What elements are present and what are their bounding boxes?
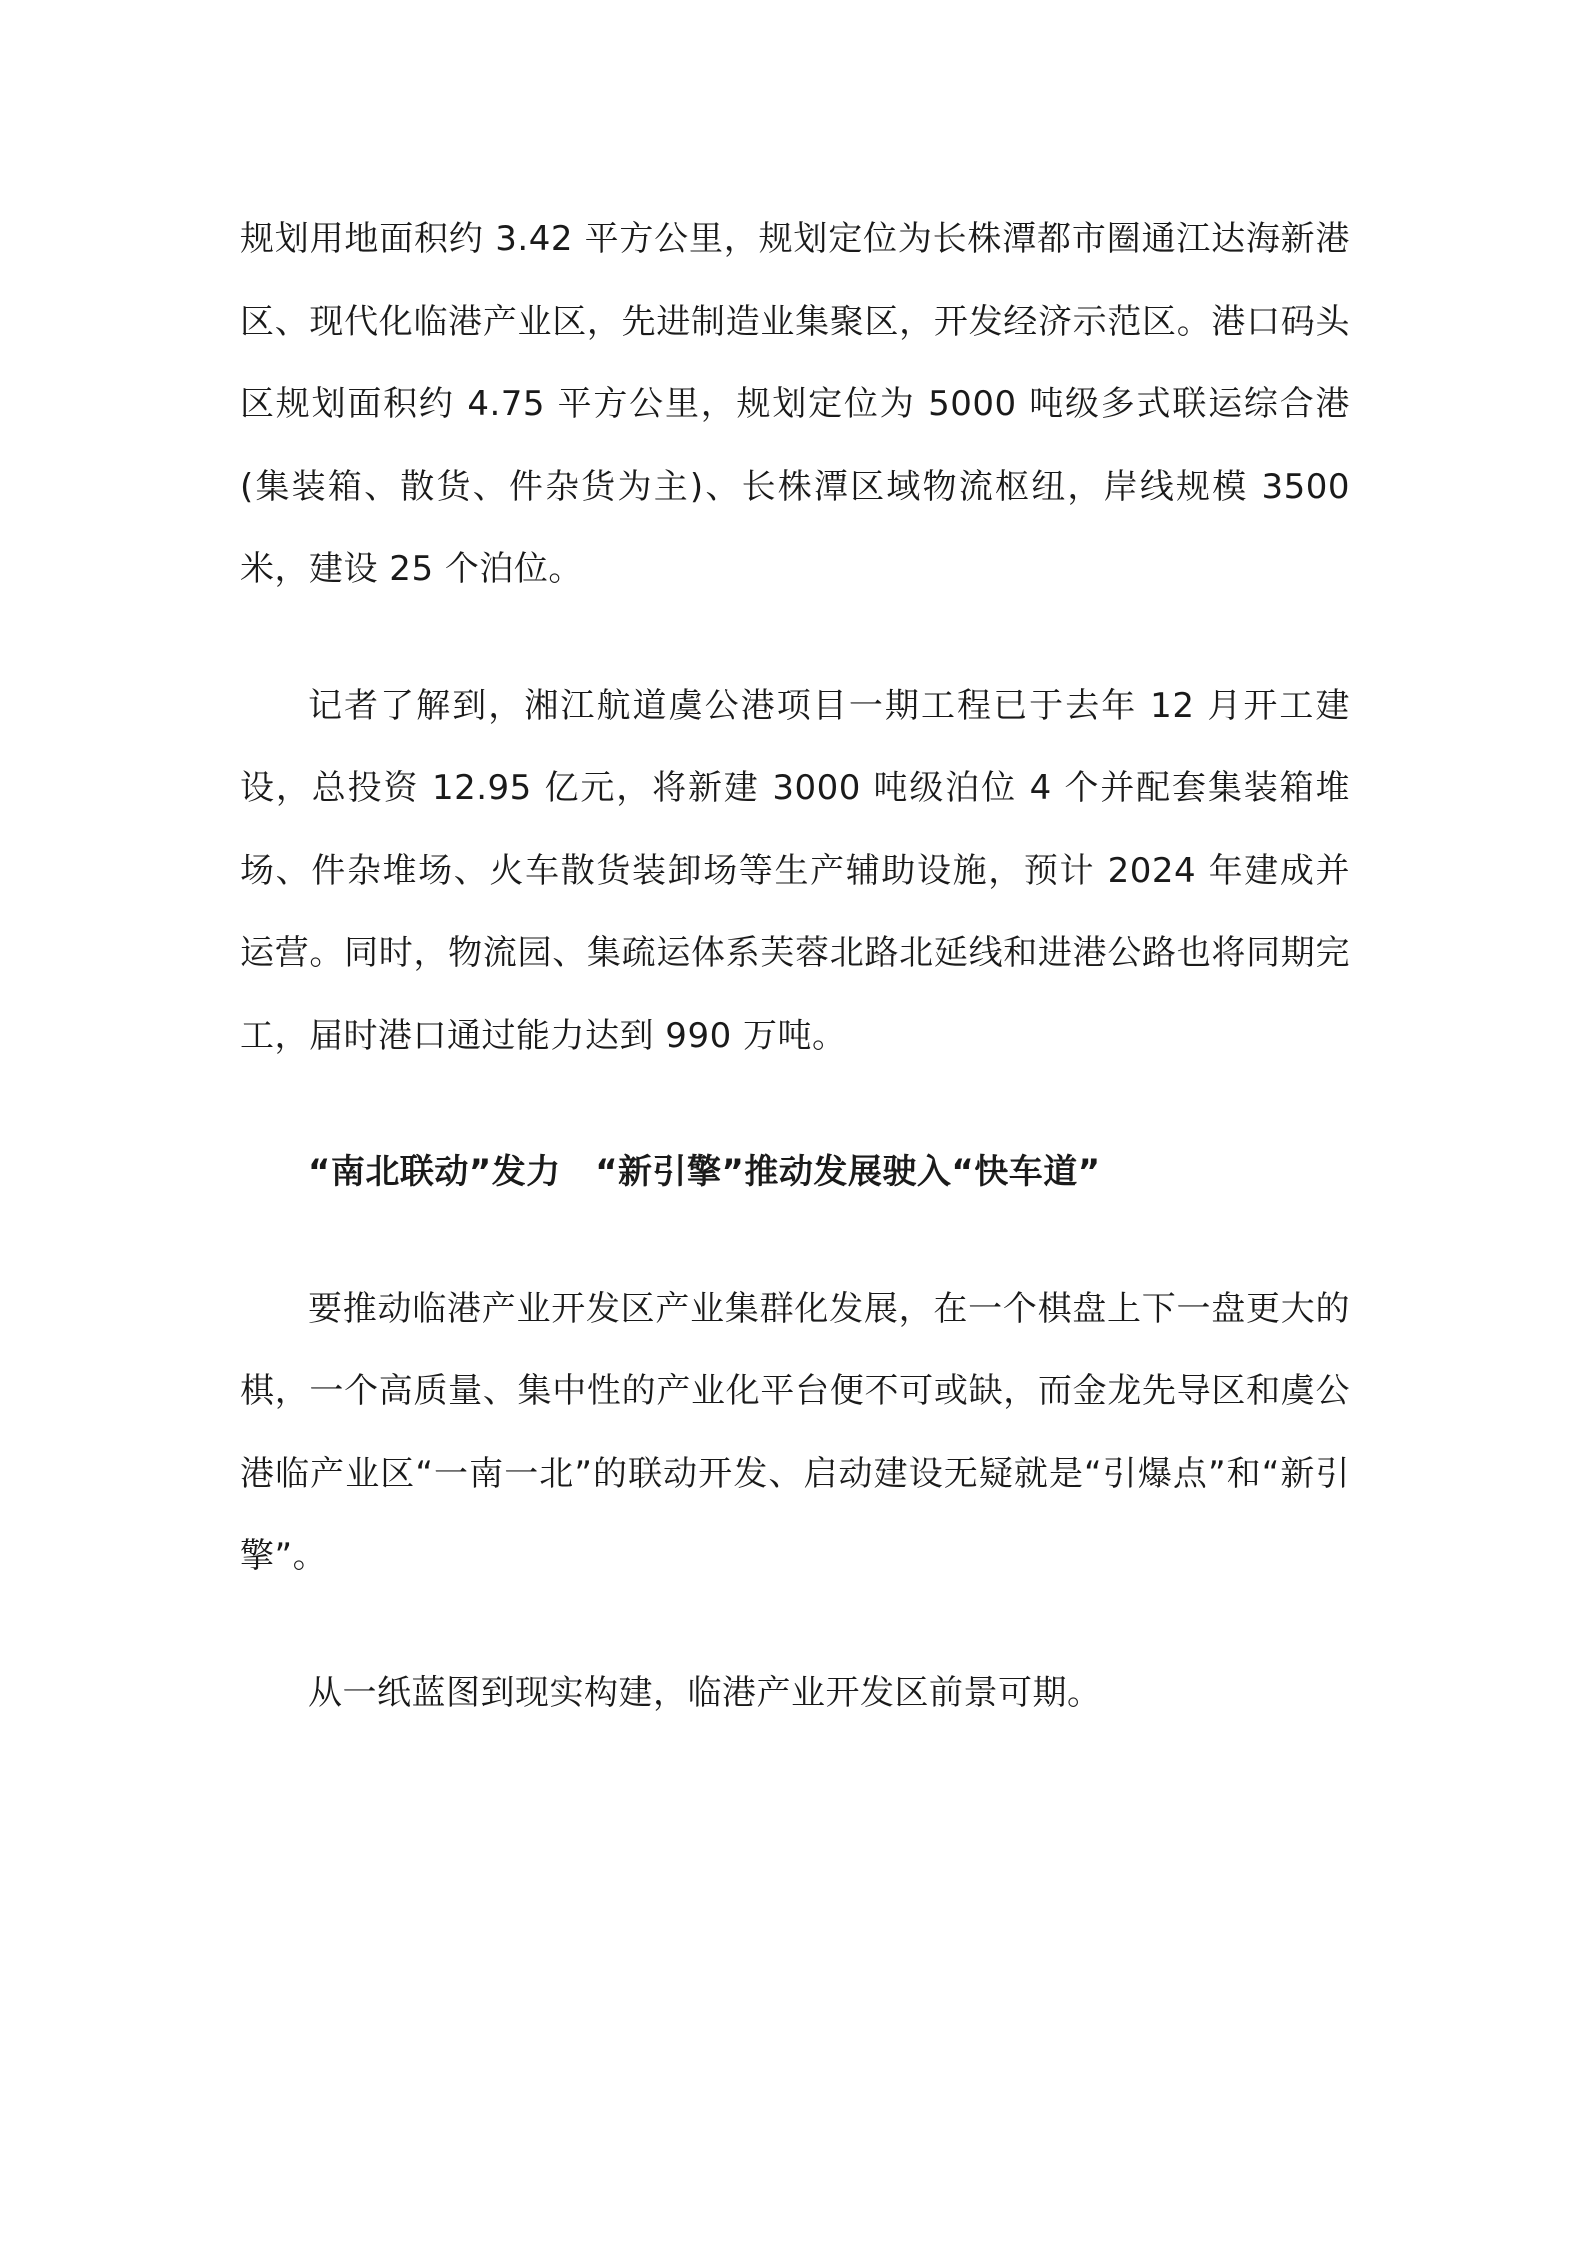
paragraph-port-project: 记者了解到，湘江航道虞公港项目一期工程已于去年 12 月开工建设，总投资 12.95 亿元，将新建 3000 吨级泊位 4 个并配套集装箱堆场、件杂堆场、火车散货装卸场等生产辅助设施，预计 2024 年建成并运营。同时，物流园、集疏运体系芙蓉北路北延线和进港公路也将同期完工，届时港口通过能力达到 990 万吨。 [240, 685, 1350, 1056]
paragraph-industrial-cluster: 要推动临港产业开发区产业集群化发展，在一个棋盘上下一盘更大的棋，一个高质量、集中性的产业化平台便不可或缺，而金龙先导区和虞公港临产业区“一南一北”的联动开发、启动建设无疑就是“引爆点”和“新引擎”。 [240, 1288, 1350, 1576]
article-body [240, 198, 1350, 1734]
paragraph-planning: 规划用地面积约 3.42 平方公里，规划定位为长株潭都市圈通江达海新港区、现代化临港产业区，先进制造业集聚区，开发经济示范区。港口码头区规划面积约 4.75 平方公里，规划定位为 5000 吨级多式联运综合港(集装箱、散货、件杂货为主)、长株潭区域物流枢纽，岸线规模 3500 米，建设 25 个泊位。 [240, 219, 1350, 589]
section-heading: “南北联动”发力 “新引擎”推动发展驶入“快车道” [308, 1152, 1101, 1192]
paragraph-conclusion: 从一纸蓝图到现实构建，临港产业开发区前景可期。 [308, 1672, 1102, 1713]
